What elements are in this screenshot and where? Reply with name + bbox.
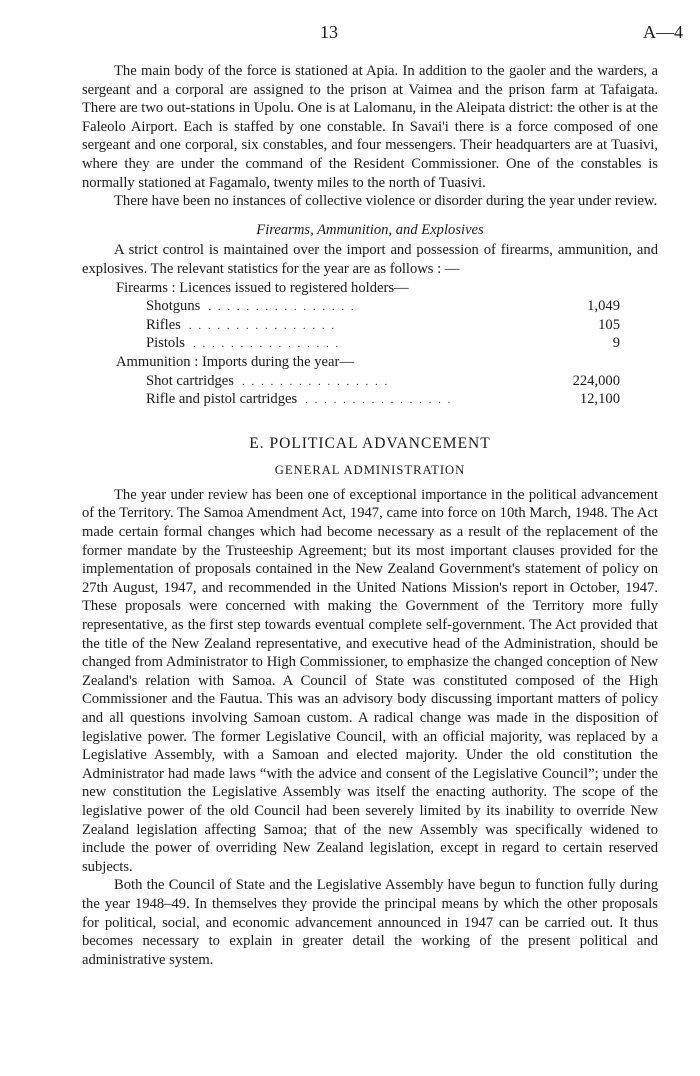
section-subtitle: GENERAL ADMINISTRATION bbox=[274, 463, 466, 478]
document-body bbox=[82, 62, 658, 969]
firearms-paragraph: A strict control is maintained over the import and possession of firearms, ammunition, and explosives. The relevant statistics for the year are as follows : — bbox=[82, 242, 658, 277]
stat-value: 105 bbox=[598, 316, 620, 333]
stat-row-rifle-pistol-cartridges bbox=[82, 390, 658, 409]
political-paragraph: The year under review has been one of exceptional importance in the political advancement of the Territory. The Samoa Amendment Act, 1947, came into force on 10th March, 1948. The Act made certain formal changes which had become necessary as a result of the replacement of the former mandate by the Trusteeship Agreement; but its most important clauses provided for the implementation of proposals contained in the New Zealand Government's statement of policy on 27th August, 1947, and recommended in the United Nations Mission's report in October, 1947. These proposals were concerned with making the Government of the Territory more fully representative, as the first step towards eventual complete self-government. The Act provided that the title of the New Zealand representative, and executive head of the Administration, should be changed from Administrator to High Commissioner, to emphasize the changed conception of New Zealand's relation with Samoa. A Council of State was constituted composed of the High Commissioner and the Fautua. This was an advisory body discussing important matters of policy and all questions involving Samoan custom. A radical change was made in the disposition of legislative power. The former Legislative Council, with an official majority, was replaced by a Legislative Assembly, with a Samoan and elected majority. Under the old constitution the Administrator had made laws “with the advice and consent of the Legislative Council”; under the new constitution the Legislative Assembly was itself the enacting authority. The scope of the legislative power of the old Council had been severely limited by its inability to override New Zealand legislation affecting Samoa; that of the new Assembly was specifically widened to include the power of overriding New Zealand legislation, except in regard to certain reserved subjects. bbox=[82, 486, 658, 875]
police-paragraph: The main body of the force is stationed at Apia. In addition to the gaoler and the warders, a sergeant and a corporal are assigned to the prison at Vaimea and the prison farm at Tafaigata. There are two out-stations in Upolu. One is at Lalomanu, in the Aleipata district: the other is at the Faleolo Airport. Each is staffed by one constable. In Savai'i there is a force composed of one sergeant and one corporal, six constables, and four messengers. Their headquarters are at Tuasivi, where they are under the command of the Resident Commissioner. One of the constables is normally stationed at Fagamalo, twenty miles to the north of Tuasivi. bbox=[82, 63, 658, 191]
stat-label: Pistols bbox=[146, 335, 185, 352]
leader-dots: . . . . . . . . . . . . . . . . bbox=[208, 301, 356, 314]
stat-row-shot-cartridges bbox=[82, 372, 658, 391]
page-number: 13 bbox=[320, 22, 338, 42]
stat-label: Shot cartridges bbox=[146, 372, 234, 389]
stat-value: 1,049 bbox=[587, 298, 620, 315]
firearms-heading: Firearms, Ammunition, and Explosives bbox=[256, 221, 484, 238]
stat-row-pistols bbox=[82, 334, 658, 353]
leader-dots: . . . . . . . . . . . . . . . . bbox=[188, 319, 337, 332]
ammunition-label: Ammunition : Imports during the year— bbox=[116, 353, 354, 370]
stat-value: 224,000 bbox=[572, 372, 620, 389]
page-header bbox=[0, 22, 700, 44]
stat-label: Rifles bbox=[146, 316, 181, 333]
leader-dots: . . . . . . . . . . . . . . . . bbox=[241, 375, 390, 388]
firearms-label: Firearms : Licences issued to registered holders— bbox=[116, 279, 409, 296]
stat-label: Rifle and pistol cartridges bbox=[146, 391, 298, 408]
council-paragraph: Both the Council of State and the Legislative Assembly have begun to function fully during the year 1948–49. In themselves they provide the principal means by which the other proposals for political, social, and economic advancement announced in 1947 can be carried out. It thus becomes necessary to explain in greater detail the working of the present political and administrative system. bbox=[82, 877, 658, 968]
statistics-table bbox=[82, 279, 658, 409]
stat-row-rifles bbox=[82, 316, 658, 335]
section-title: E. POLITICAL ADVANCEMENT bbox=[249, 434, 491, 452]
stat-row-shotguns bbox=[82, 297, 658, 316]
stat-value: 12,100 bbox=[579, 391, 620, 408]
disorder-paragraph: There have been no instances of collective violence or disorder during the year under review. bbox=[114, 193, 658, 210]
leader-dots: . . . . . . . . . . . . . . . . bbox=[192, 338, 341, 351]
leader-dots: . . . . . . . . . . . . . . . . bbox=[305, 394, 453, 407]
document-code: A—4 bbox=[643, 22, 683, 42]
stat-label: Shotguns bbox=[146, 298, 201, 315]
stat-value: 9 bbox=[612, 335, 620, 352]
